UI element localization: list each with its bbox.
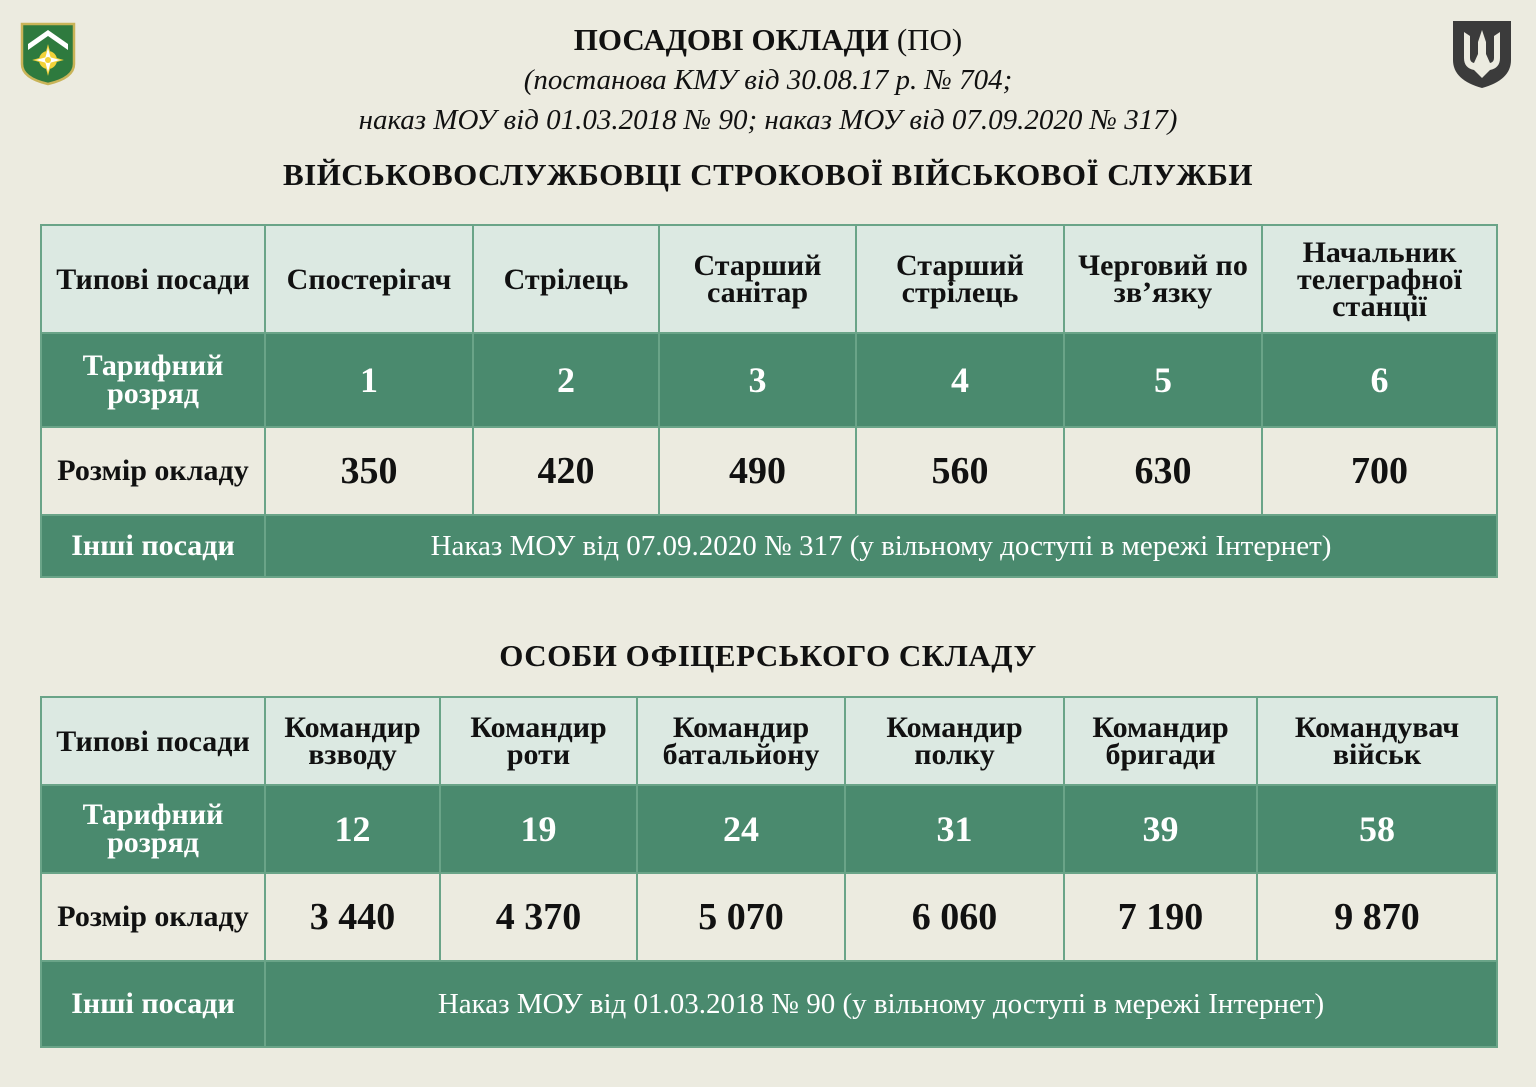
legal-basis-line-2: наказ МОУ від 01.03.2018 № 90; наказ МОУ від 07.09.2020 № 317) (358, 104, 1178, 136)
salary-cell: 350 (265, 427, 473, 515)
salary-cell: 700 (1262, 427, 1497, 515)
other-positions-reference: Наказ МОУ від 07.09.2020 № 317 (у вільному доступі в мережі Інтернет) (265, 515, 1497, 577)
conscripts-section-title: ВІЙСЬКОВОСЛУЖБОВЦІ СТРОКОВОЇ ВІЙСЬКОВОЇ СЛУЖБИ (282, 157, 1254, 192)
title-bold: ПОСАДОВІ ОКЛАДИ (573, 22, 890, 57)
position-cell: Командувач військ (1257, 697, 1497, 785)
grade-cell: 5 (1064, 333, 1262, 427)
officers-section-title: ОСОБИ ОФІЦЕРСЬКОГО СКЛАДУ (499, 638, 1037, 673)
grade-row (41, 333, 1497, 427)
grade-cell: 19 (440, 785, 637, 873)
salary-cell: 4 370 (440, 873, 637, 961)
salary-cell: 7 190 (1064, 873, 1257, 961)
position-cell: Командир полку (845, 697, 1064, 785)
document-title (0, 20, 1536, 60)
officers-salary-table (40, 696, 1498, 1048)
position-cell: Спостерігач (265, 225, 473, 333)
position-cell: Командир роти (440, 697, 637, 785)
grade-cell: 31 (845, 785, 1064, 873)
position-cell: Старший санітар (659, 225, 856, 333)
grade-label: Тарифний розряд (41, 333, 265, 427)
salary-cell: 490 (659, 427, 856, 515)
conscripts-salary-table (40, 224, 1498, 578)
grade-cell: 12 (265, 785, 440, 873)
position-cell: Командир взводу (265, 697, 440, 785)
salary-cell: 5 070 (637, 873, 845, 961)
salary-cell: 3 440 (265, 873, 440, 961)
salary-label: Розмір окладу (41, 427, 265, 515)
grade-cell: 58 (1257, 785, 1497, 873)
grade-cell: 4 (856, 333, 1064, 427)
salary-cell: 6 060 (845, 873, 1064, 961)
grade-row (41, 785, 1497, 873)
positions-row (41, 225, 1497, 333)
salary-cell: 560 (856, 427, 1064, 515)
position-cell: Старший стрілець (856, 225, 1064, 333)
other-positions-row (41, 961, 1497, 1047)
grade-cell: 39 (1064, 785, 1257, 873)
title-abbrev: (ПО) (889, 22, 963, 57)
position-cell: Командир бригади (1064, 697, 1257, 785)
document-header (0, 20, 1536, 140)
grade-cell: 6 (1262, 333, 1497, 427)
grade-cell: 24 (637, 785, 845, 873)
salary-row (41, 427, 1497, 515)
other-positions-label: Інші посади (41, 515, 265, 577)
other-positions-row (41, 515, 1497, 577)
grade-cell: 3 (659, 333, 856, 427)
position-cell: Начальник телеграфної станції (1262, 225, 1497, 333)
position-cell: Стрілець (473, 225, 659, 333)
other-positions-reference: Наказ МОУ від 01.03.2018 № 90 (у вільному доступі в мережі Інтернет) (265, 961, 1497, 1047)
positions-row (41, 697, 1497, 785)
other-positions-label: Інші посади (41, 961, 265, 1047)
positions-label: Типові посади (41, 225, 265, 333)
grade-cell: 2 (473, 333, 659, 427)
salary-row (41, 873, 1497, 961)
legal-basis-line-1: (постанова КМУ від 30.08.17 р. № 704; (523, 64, 1013, 96)
salary-label: Розмір окладу (41, 873, 265, 961)
position-cell: Черговий по зв’язку (1064, 225, 1262, 333)
grade-cell: 1 (265, 333, 473, 427)
salary-cell: 420 (473, 427, 659, 515)
position-cell: Командир батальйону (637, 697, 845, 785)
positions-label: Типові посади (41, 697, 265, 785)
grade-label: Тарифний розряд (41, 785, 265, 873)
salary-cell: 630 (1064, 427, 1262, 515)
salary-cell: 9 870 (1257, 873, 1497, 961)
